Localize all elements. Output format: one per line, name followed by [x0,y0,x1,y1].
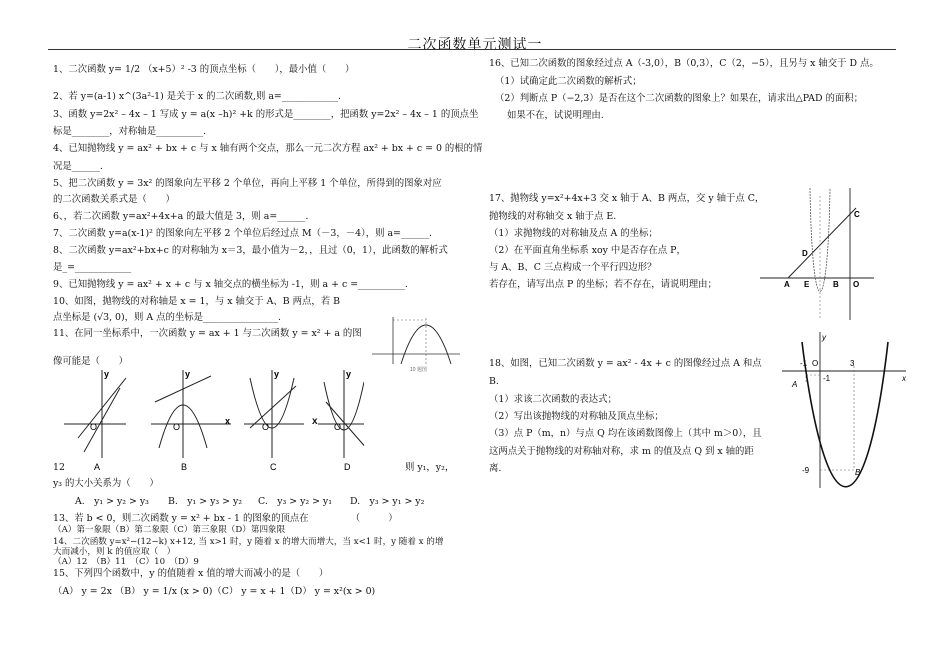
question-16-line-4: 如果不在，试说明理由. [507,110,604,121]
figure-18-label-minus1-y: -1 [823,374,831,383]
question-14-line-2: 大而减小，则 k 的值应取（ ） [53,547,176,557]
question-12-right: 则 y₁，y₂， [405,462,455,473]
figure-17-label-a: A [784,280,790,289]
graph-c [244,369,304,472]
question-12-line-2: y₃ 的大小关系为（ ） [53,478,159,489]
question-2: 2、若 y=(a-1) x^(3a²-1) 是关于 x 的二次函数,则 a=____________. [53,91,342,102]
question-18-part-2: （2）写出该抛物线的对称轴及顶点坐标； [489,411,664,422]
question-18-line-1: 18、如图，已知二次函数 y = ax² - 4x + c 的图像经过点 A 和点 [489,358,762,369]
question-12-number: 12 [53,462,65,473]
question-10-line-1: 10、如图，抛物线的对称轴是 x = 1，与 x 轴交于 A、B 两点，若 B [53,296,340,307]
question-17-part-1: （1）求抛物线的对称轴及点 A 的坐标； [489,228,658,239]
figure-18-label-a: A [792,380,798,389]
question-18-part-1: （1）求该二次函数的表达式； [489,394,617,405]
question-8-line-2: 是_=____________ [53,262,132,273]
graph-a [64,369,126,472]
question-18-part-3: （3）点 P（m，n）与点 Q 均在该函数图像上（其中 m＞0），且 [489,428,762,439]
question-15: 15、下列四个函数中，y 的值随着 x 值的增大而减小的是（ ） [53,568,329,579]
question-12-option-d: D. y₃ > y₁ > y₂ [350,496,425,507]
graph-d-label: D [344,462,351,472]
question-10-line-2: 点坐标是 (√3, 0)，则 A 点的坐标是________________. [53,312,281,323]
question-14-line-1: 14、二次函数 y=x²−(12−k) x+12, 当 x>1 时，y 随着 x 的增大而增大，当 x<1 时，y 随着 x 的增 [53,537,444,547]
svg-text:x: x [225,416,231,426]
question-15-options: （A） y = 2x （B） y = 1/x (x > 0)（C） y = x + 1（D） y = x²(x > 0) [53,586,376,597]
question-12-option-c: C. y₃ > y₂ > y₁ [258,496,332,507]
graph-b-label: B [181,462,188,472]
figure-18-label-3: 3 [850,359,855,368]
svg-text:O: O [173,422,181,432]
graph-b [151,369,231,472]
figure-17-label-e: E [804,280,810,289]
svg-text:y: y [274,369,280,379]
question-11-line-2: 像可能是（ ） [53,356,129,367]
question-3-line-2: 标是________，对称轴是__________. [53,126,206,137]
figure-18-label-o: O [812,359,819,368]
figure-17-label-d: D [802,249,808,258]
question-13: 13、若 b < 0，则二次函数 y = x² + bx - 1 的图象的顶点在 （ ） [53,513,398,524]
question-4-line-1: 4、已知抛物线 y = ax² + bx + c 与 x 轴有两个交点，那么一元二次方程 ax² + bx + c = 0 的根的情 [53,143,483,154]
svg-text:O: O [262,422,270,432]
question-16-line-1: 16、已知二次函数的图象经过点 A（-3,0），B（0,3），C（2，−5），且另与 x 轴交于 D 点。 [489,58,879,69]
question-3-line-1: 3、函数 y=2x² – 4x – 1 写成 y = a(x –h)² +k 的形式是________，把函数 y=2x² – 4x – 1 的顶点坐 [53,109,479,120]
graph-d [318,369,364,472]
question-18-line-7: 离. [489,463,502,474]
question-17-line-2: 抛物线的对称轴交 x 轴于点 E. [489,211,617,222]
question-9: 9、已知抛物线 y = ax² + x + c 与 x 轴交点的横坐标为 -1，则 a + c =__________. [53,279,408,290]
question-13-options: （A）第一象限（B）第二象限（C）第三象限（D）第四象限 [53,525,286,535]
svg-text:O: O [90,422,98,432]
question-10-figure [368,312,468,374]
figure-18-label-minus9: -9 [802,466,810,475]
question-14-options: （A）12 （B）11 （C）10 （D）9 [53,557,199,567]
question-18-figure [782,330,912,490]
question-12-option-b: B. y₁ > y₃ > y₂ [168,496,243,507]
question-12-option-a: A. y₁ > y₂ > y₃ [75,496,149,507]
svg-text:y: y [346,369,352,379]
question-17-figure [758,186,876,322]
figure-18-label-b: B [855,468,861,477]
question-16-part-1: （1）试确定此二次函数的解析式； [495,76,642,87]
question-16-part-2: （2）判断点 P（−2,3）是否在这个二次函数的图象上？如果在，请求出△PAD 的面积； [495,93,863,104]
figure-18-label-y: y [822,333,826,342]
question-11-line-1: 11、在同一坐标系中，一次函数 y = ax + 1 与二次函数 y = x² + a 的图 [53,328,362,339]
graph-c-label: C [270,462,277,472]
figure-17-label-o: O [853,280,860,289]
question-17-line-1: 17、抛物线 y=x²+4x+3 交 x 轴于 A、B 两点，交 y 轴于点 C， [489,193,765,204]
question-17-line-5: 与 A、B、C 三点构成一个平行四边形？ [489,262,657,273]
question-8-line-1: 8、二次函数 y=ax²+bx+c 的对称轴为 x＝3，最小值为－2，，且过（0，1），此函数的解析式 [53,245,448,256]
question-4-line-2: 况是______. [53,161,103,172]
question-17-line-6: 若存在，请写出点 P 的坐标；若不存在，请说明理由； [489,279,717,290]
svg-text:O: O [334,422,342,432]
question-6: 6、，若二次函数 y=ax²+4x+a 的最大值是 3，则 a=______. [53,211,309,222]
question-7: 7、二次函数 y=a(x-1)² 的图象向左平移 2 个单位后经过点 M（－3，－4），则 a=______. [53,228,433,239]
question-5-line-2: 的二次函数关系式是（ ） [53,194,175,205]
title-divider [48,49,896,50]
figure-10-caption: 10 题图 [410,367,427,373]
svg-text:y: y [185,369,191,379]
question-18-line-6: 这两点关于抛物线的对称轴对称，求 m 的值及点 Q 到 x 轴的距 [489,446,754,457]
question-1: 1、二次函数 y= 1/2 （x+5）² -3 的顶点坐标（ ），最小值（ ） [53,64,355,75]
figure-18-label-minus1: -1 [800,359,808,368]
question-18-line-2: B. [489,376,499,387]
question-17-part-2: （2）在平面直角坐标系 xoy 中是否存在点 P， [489,245,686,256]
figure-17-label-c: C [854,210,860,219]
figure-18-label-x: x [902,374,906,383]
question-5-line-1: 5、把二次函数 y = 3x² 的图象向左平移 2 个单位，再向上平移 1 个单位，所得到的图象对应 [53,178,442,189]
figure-17-label-b: B [833,280,839,289]
graph-a-label: A [94,462,101,472]
page-title: 二次函数单元测试一 [407,37,543,53]
graph-x-label: x [312,416,318,427]
svg-text:y: y [104,369,110,379]
question-11-graphs [64,368,364,473]
